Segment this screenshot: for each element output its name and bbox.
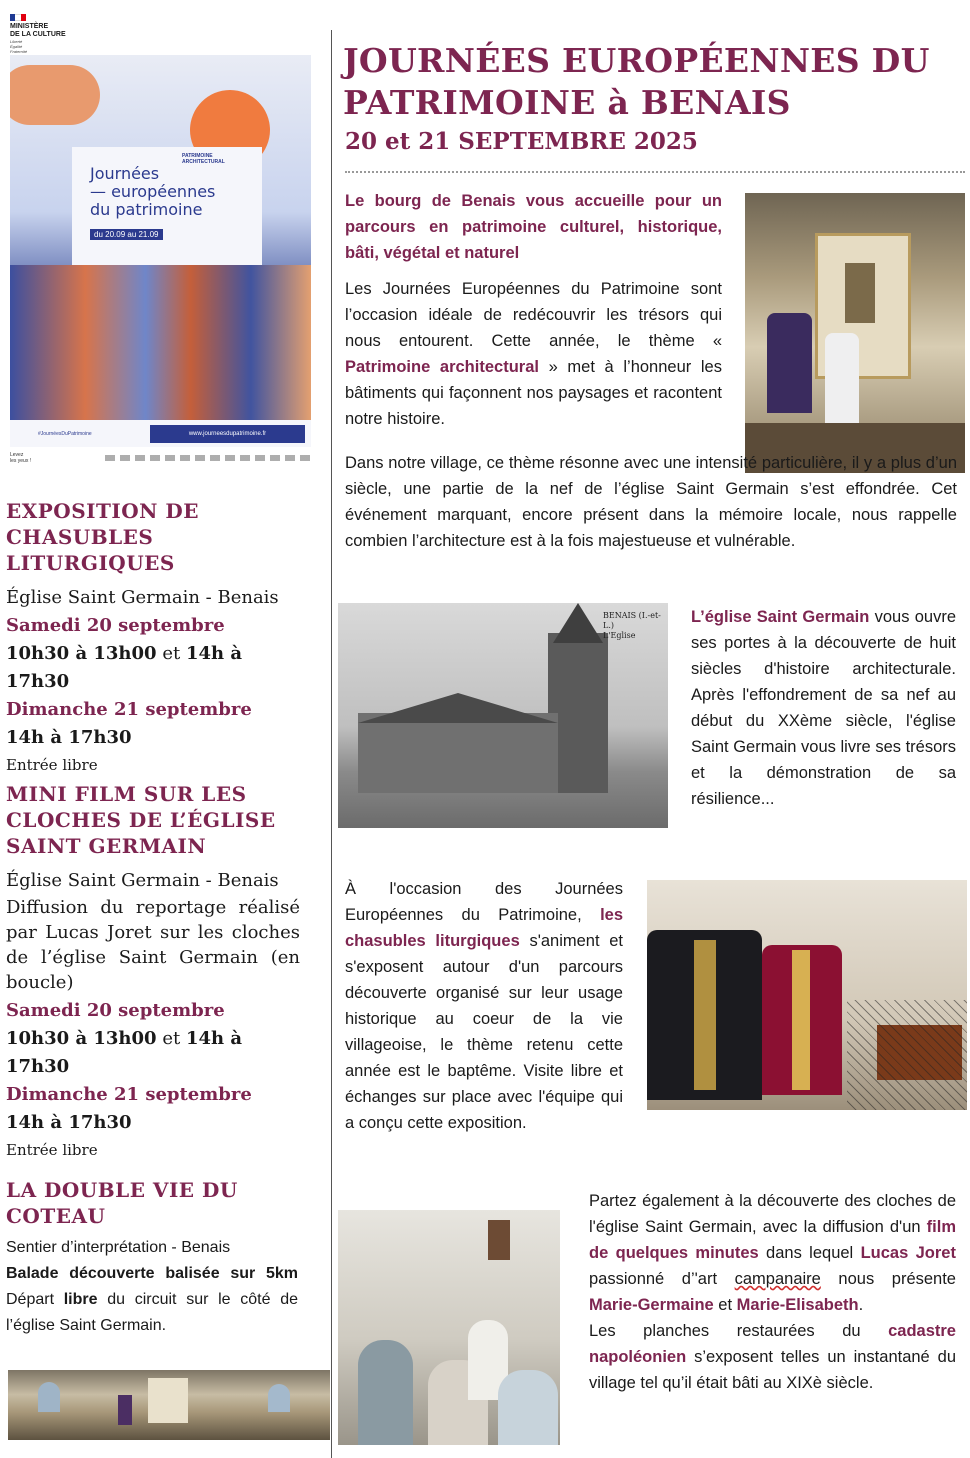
intro-paragraph1: Les Journées Européennes du Patrimoine sont l’occasion idéale de redécouvrir les trésors qui nous entourent. Cette année, le thème « Patrimoine architectural » met à l’honneur les bâtiments qui façonnent nos paysages et racontent notre histoire. [345, 280, 722, 428]
event-slots1: 10h30 à 13h00 et 14h à 17h30 [6, 1028, 243, 1077]
page-title: JOURNÉES EUROPÉENNES DU PATRIMOINE à BENAIS [343, 41, 930, 122]
poster-hashtag: #JournéesDuPatrimoine [38, 431, 92, 437]
logo-line1: MINISTÈRE [10, 23, 49, 30]
flag-icon [10, 14, 26, 21]
event-location: Église Saint Germain - Benais [6, 587, 279, 608]
event-description: Diffusion du reportage réalisé par Lucas Joret sur les cloches de l’église Saint Germain (en boucle) [6, 897, 300, 993]
church-panorama-photo [8, 1370, 330, 1440]
poster-tagline: Levez les yeux ! [10, 452, 32, 464]
ministry-logo [10, 14, 80, 54]
event-film [6, 781, 300, 1163]
event-title: MINI FILM SUR LES CLOCHES DE L’ÉGLISE SAINT GERMAIN [6, 782, 276, 858]
event-day1: Samedi 20 septembre [6, 615, 225, 636]
event-entry: Entrée libre [6, 1141, 98, 1159]
chasubles-photo [647, 880, 967, 1110]
postcard-caption: BENAIS (I.-et-L.) L'Eglise [603, 611, 661, 640]
church-paragraph: L’église Saint Germain vous ouvre ses portes à la découverte de huit siècles d'histoire architecturale. Après l'effondrement de sa nef au début du XXème siècle, l'église Saint Germain vous livre ses trésors et la démonstration de sa résilience... [691, 608, 957, 808]
event-day1: Samedi 20 septembre [6, 1000, 225, 1021]
hand-illustration [10, 65, 100, 125]
event-exposition [6, 498, 306, 778]
event-location: Église Saint Germain - Benais [6, 870, 279, 891]
event-coteau [6, 1177, 298, 1339]
visitors-photo [338, 1210, 560, 1445]
event-location: Sentier d’interprétation - Benais [6, 1239, 231, 1256]
intro-paragraph2: Dans notre village, ce thème résonne avec une intensité particulière, il y a plus d’un siècle, une partie de la nef de l’église Saint Germain s’est effondrée. Cet événement marquant, encore présent dans la mémoire locale, nous rappelle combien l’architecture est à la fois majestueuse et vulnérable. [345, 454, 957, 550]
intro-lead: Le bourg de Benais vous accueille pour un parcours en patrimoine culturel, historique, bâti, végétal et naturel [345, 192, 722, 262]
poster-dates: du 20.09 au 21.09 [90, 229, 163, 240]
bells-paragraph: Partez également à la découverte des cloches de l'église Saint Germain, avec la diffusion d'un film de quelques minutes dans lequel Lucas Joret passionné d’'art campanaire nous présente Marie-Germaine et Marie-Elisabeth. Les planches restaurées du cadastre napoléonien s’exposent telles un instantané du village tel qu’il était bâti au XIXè siècle. [589, 1192, 956, 1392]
poster-title: Journées — européennes du patrimoine [90, 164, 216, 219]
event-day2: Dimanche 21 septembre [6, 1084, 252, 1105]
event-slot2: 14h à 17h30 [6, 1112, 132, 1133]
jep-poster [10, 55, 311, 447]
event-title: EXPOSITION DE CHASUBLES LITURGIQUES [6, 499, 200, 575]
title-dotted-rule [345, 171, 965, 173]
church-postcard-photo [338, 603, 668, 828]
spellcheck-word: campanaire [734, 1270, 821, 1288]
event-slot2: 14h à 17h30 [6, 727, 132, 748]
event-title: LA DOUBLE VIE DU COTEAU [6, 1178, 238, 1228]
event-day2: Dimanche 21 septembre [6, 699, 252, 720]
column-divider [331, 30, 332, 1458]
logo-line2: DE LA CULTURE [10, 31, 66, 38]
chasubles-paragraph: À l'occasion des Journées Européennes du Patrimoine, les chasubles liturgiques s'animent et s'exposent autour d'un parcours découverte organisé sur leur usage historique au coeur de la vie villageoise, le thème retenu cette année est le baptême. Visite libre et échanges sur place avec l'équipe qui a conçu cette exposition. [345, 880, 624, 1132]
city-illustration [10, 265, 311, 420]
partner-logos [105, 455, 310, 461]
event-description: Balade découverte balisée sur 5km Départ libre du circuit sur le côté de l’église Saint Germain. [6, 1265, 299, 1334]
event-entry: Entrée libre [6, 756, 98, 774]
altar-photo [745, 193, 965, 473]
poster-site: www.journeesdupatrimoine.fr [150, 425, 305, 443]
poster-small-label: PATRIMOINE ARCHITECTURAL [182, 153, 225, 165]
page-subtitle: 20 et 21 SEPTEMBRE 2025 [345, 128, 698, 155]
event-slots1: 10h30 à 13h00 et 14h à 17h30 [6, 643, 243, 692]
logo-motto: Liberté Égalité Fraternité [10, 39, 28, 54]
